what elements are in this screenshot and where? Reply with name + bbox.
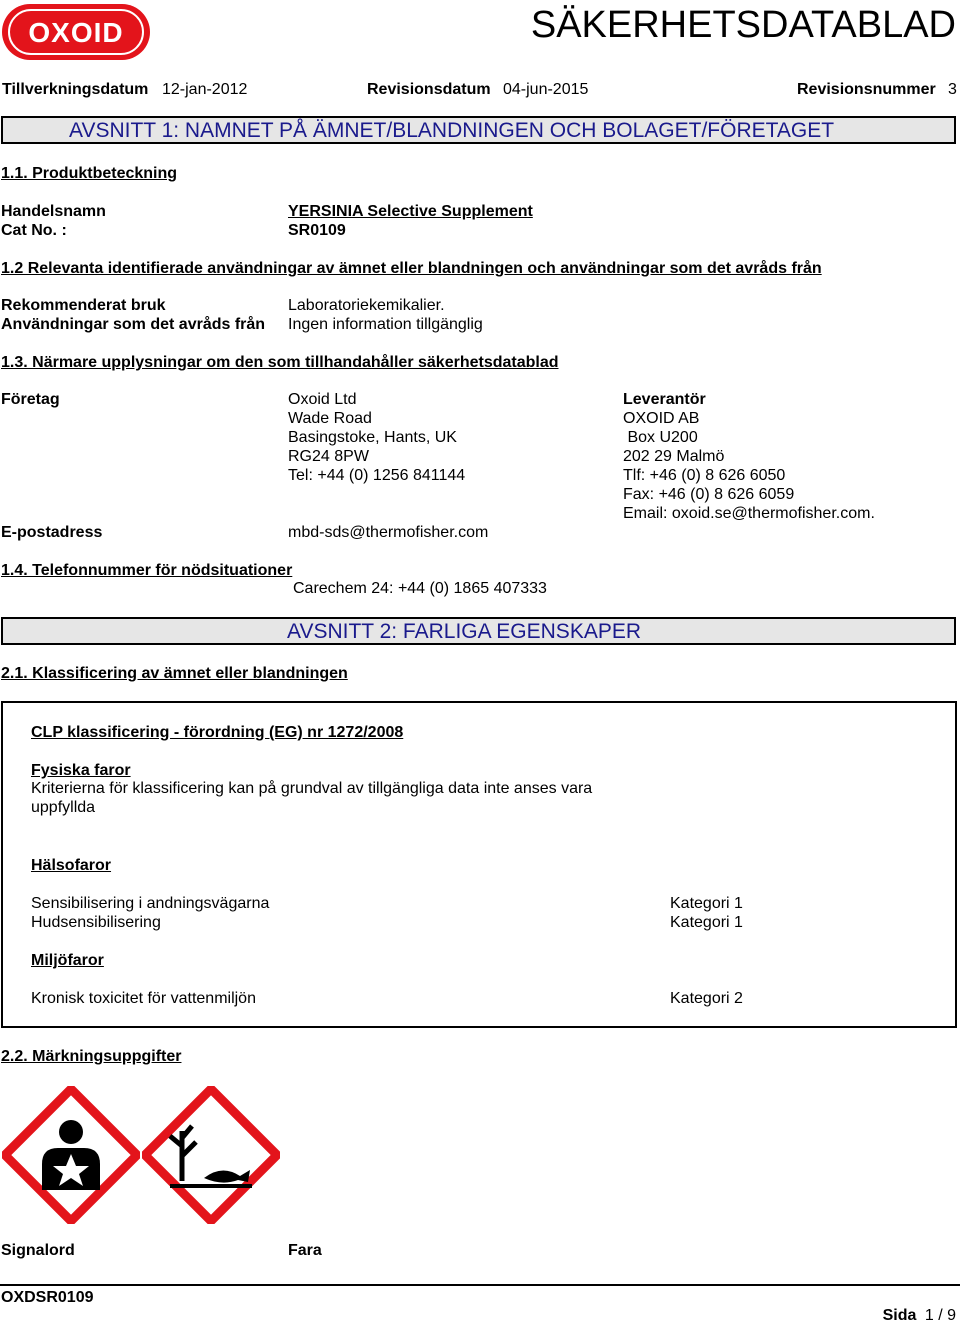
supplier-line: 202 29 Malmö [623, 448, 725, 465]
supplier-line: Email: oxoid.se@thermofisher.com. [623, 505, 875, 522]
hazard-name: Sensibilisering i andningsvägarna [31, 895, 270, 912]
logo-text: OXOID [28, 17, 124, 48]
oxoid-logo [2, 4, 150, 60]
supplier-line: Tlf: +46 (0) 8 626 6050 [623, 467, 786, 484]
rev-date-label: Revisionsdatum [367, 81, 491, 98]
supplier-line: Fax: +46 (0) 8 626 6059 [623, 486, 795, 503]
cat-number: SR0109 [288, 222, 346, 239]
emergency-phone: Carechem 24: +44 (0) 1865 407333 [293, 580, 547, 597]
cat-label: Cat No. : [1, 222, 67, 239]
section2-title: AVSNITT 2: FARLIGA EGENSKAPER [287, 620, 642, 643]
signal-word: Fara [288, 1242, 322, 1259]
supplier-label: Leverantör [623, 391, 706, 408]
email-label: E-postadress [1, 524, 103, 541]
adv-use: Ingen information tillgänglig [288, 316, 483, 333]
trade-name-label: Handelsnamn [1, 203, 106, 220]
document-code: OXDSR0109 [1, 1289, 94, 1306]
hazard-category: Kategori 2 [670, 990, 743, 1007]
supplier-line: OXOID AB [623, 410, 700, 427]
physical-hazards-text: Kriterierna för klassificering kan på grundval av tillgängliga data inte anses vara [31, 780, 593, 797]
heading-1-2: 1.2 Relevanta identifierade användningar av ämnet eller blandningen och användningar som det avråds från [1, 260, 822, 277]
heading-1-1: 1.1. Produktbeteckning [1, 165, 178, 182]
clp-heading: CLP klassificering - förordning (EG) nr 1272/2008 [31, 724, 404, 741]
section1-title: AVSNITT 1: NAMNET PÅ ÄMNET/BLANDNINGEN OCH BOLAGET/FÖRETAGET [69, 119, 835, 142]
signal-word-label: Signalord [1, 1242, 75, 1259]
hazard-name: Hudsensibilisering [31, 914, 161, 931]
hazard-category: Kategori 1 [670, 895, 743, 912]
supplier-line: Box U200 [623, 429, 698, 446]
physical-hazards-text: uppfyllda [31, 799, 96, 816]
health-hazard-pictogram [2, 1086, 140, 1224]
company-line: Wade Road [288, 410, 372, 427]
rev-num: 3 [948, 81, 957, 98]
document-title: SÄKERHETSDATABLAD [530, 4, 956, 46]
physical-hazards-heading: Fysiska faror [31, 762, 131, 779]
company-line: Tel: +44 (0) 1256 841144 [288, 467, 466, 484]
footer-rule [0, 1284, 960, 1286]
company-label: Företag [1, 391, 60, 408]
health-hazards-heading: Hälsofaror [31, 857, 112, 874]
heading-2-1: 2.1. Klassificering av ämnet eller blandningen [1, 665, 348, 682]
classification-box [1, 701, 957, 1028]
rec-use: Laboratoriekemikalier. [288, 297, 445, 314]
company-line: Basingstoke, Hants, UK [288, 429, 457, 446]
page-number: 1 / 9 [924, 1307, 956, 1324]
trade-name: YERSINIA Selective Supplement [288, 203, 533, 220]
rev-date: 04-jun-2015 [503, 81, 589, 98]
hazard-category: Kategori 1 [670, 914, 743, 931]
rec-use-label: Rekommenderat bruk [1, 297, 166, 314]
heading-1-3: 1.3. Närmare upplysningar om den som tillhandahåller säkerhetsdatablad [1, 354, 559, 371]
hazard-name: Kronisk toxicitet för vattenmiljön [31, 990, 256, 1007]
page-indicator [883, 1307, 956, 1325]
mfg-date: 12-jan-2012 [162, 81, 248, 98]
mfg-date-label: Tillverkningsdatum [2, 81, 149, 98]
email-value: mbd-sds@thermofisher.com [288, 524, 489, 541]
adv-use-label: Användningar som det avråds från [1, 316, 266, 333]
company-line: RG24 8PW [288, 448, 369, 465]
environment-pictogram [142, 1086, 280, 1224]
company-line: Oxoid Ltd [288, 391, 357, 408]
page-label: Sida [882, 1307, 917, 1324]
heading-1-4: 1.4. Telefonnummer för nödsituationer [1, 562, 293, 579]
rev-num-label: Revisionsnummer [797, 81, 936, 98]
heading-2-2: 2.2. Märkningsuppgifter [1, 1048, 182, 1065]
env-hazards-heading: Miljöfaror [31, 952, 104, 969]
